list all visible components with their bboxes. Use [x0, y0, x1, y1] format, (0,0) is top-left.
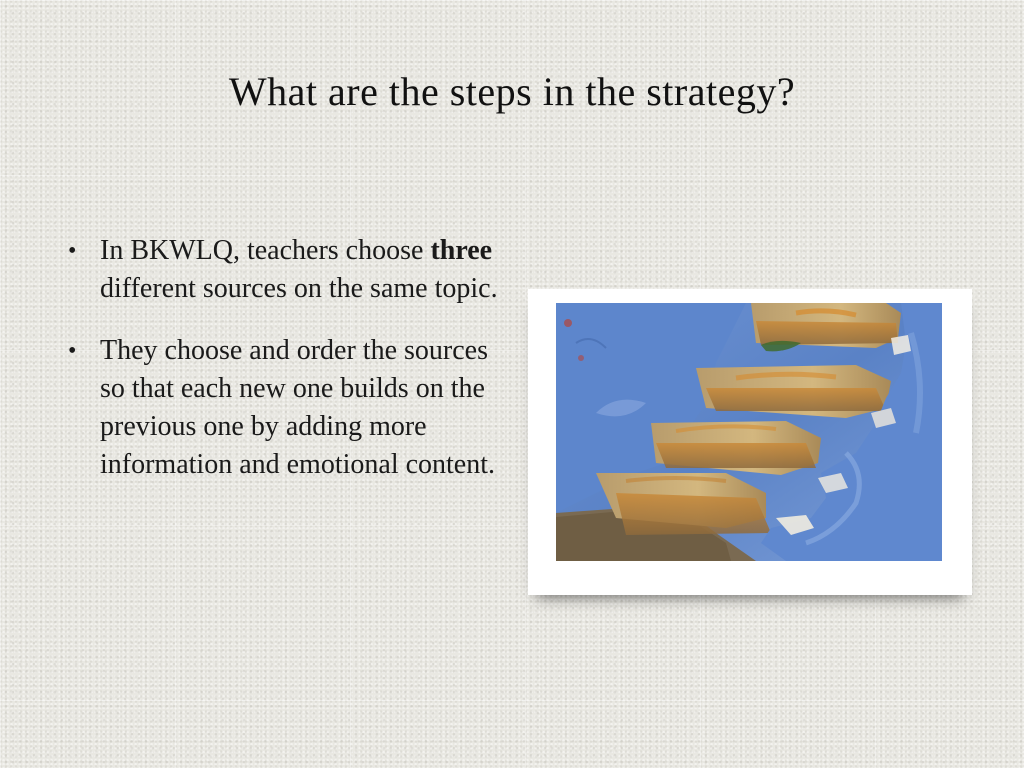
bullet-icon: • [68, 338, 77, 364]
bullet-text-bold: three [430, 235, 493, 266]
stone-stairs-photo [556, 303, 942, 561]
photo-frame [528, 289, 972, 595]
bullet-item [62, 232, 502, 308]
bullet-text-end: different sources on the same topic. [100, 273, 498, 304]
slide-title: What are the steps in the strategy? [228, 69, 796, 114]
bullet-text-start: In BKWLQ, teachers choose [100, 235, 431, 266]
bullet-text: They choose and order the sources so that each new one builds on the previous one by adding more information and emotional content. [100, 335, 496, 480]
bullet-item [62, 332, 502, 484]
bullet-icon: • [68, 238, 77, 264]
bullet-list [62, 232, 502, 508]
